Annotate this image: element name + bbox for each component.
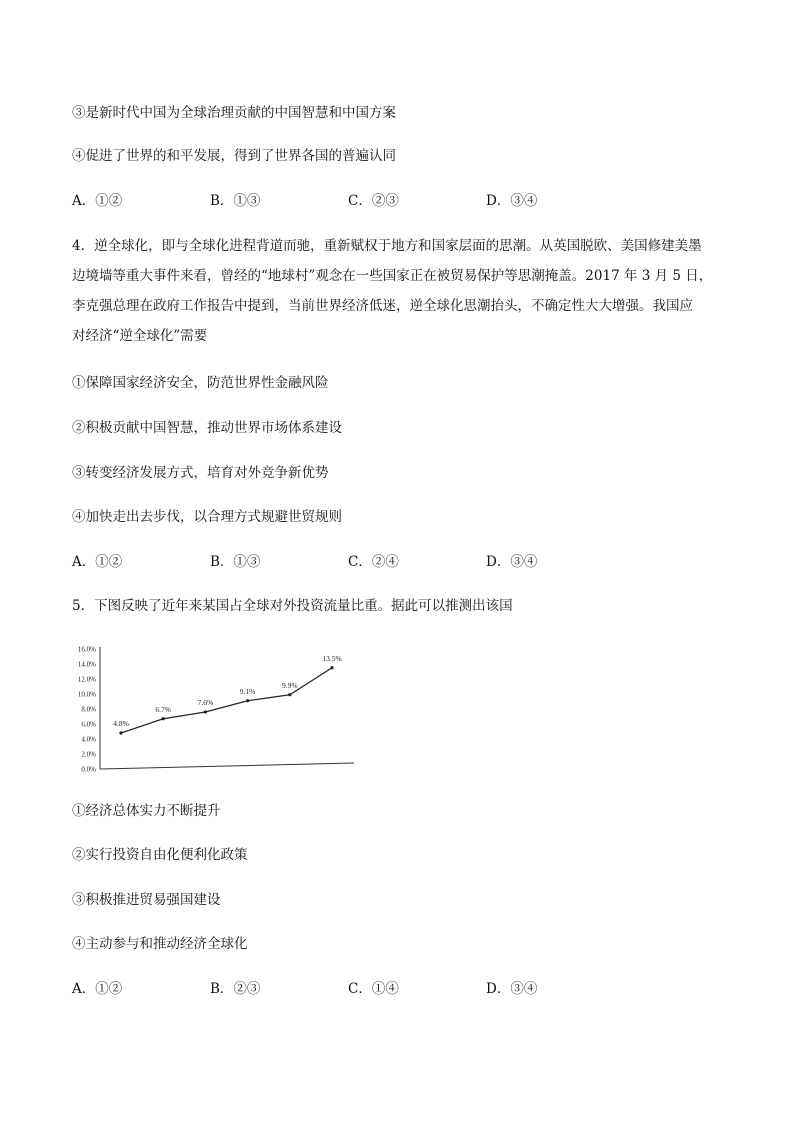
q3-option-a[interactable]: A．①② [72,193,123,209]
x-axis-line [100,763,354,769]
q5-item-3: ③积极推进贸易强国建设 [72,892,221,908]
q3-item-3: ③是新时代中国为全球治理贡献的中国智慧和中国方案 [72,105,396,121]
q4-item-3: ③转变经济发展方式，培育对外竞争新优势 [72,465,329,481]
data-point [119,731,122,734]
data-label: 9.9% [281,680,298,690]
data-label: 13.5% [322,653,342,663]
y-tick-label: 12.0% [77,675,96,684]
y-tick-label: 8.0% [81,705,96,714]
y-tick-label: 6.0% [81,720,96,729]
q5-option-c[interactable]: C．①④ [348,981,399,997]
y-tick-label: 4.0% [81,735,96,744]
q3-option-d[interactable]: D．③④ [486,193,538,209]
q4-stem-line: 4．逆全球化，即与全球化进程背道而驰，重新赋权于地方和国家层面的思潮。从英国脱欧、美国修建美墨 [72,238,702,254]
q4-stem-line: 对经济“逆全球化”需要 [72,328,208,344]
data-label: 4.8% [113,719,129,728]
q4-stem [72,231,732,351]
q4-option-d[interactable]: D．③④ [486,554,538,570]
chart-axes [100,647,354,769]
y-tick-label: 16.0% [77,645,96,654]
q4-option-a[interactable]: A．①② [72,554,123,570]
q3-item-4: ④促进了世界的和平发展，得到了世界各国的普遍认同 [72,148,396,164]
data-point [162,717,165,720]
data-label: 9.1% [239,686,256,696]
q5-stem: 5．下图反映了近年来某国占全球对外投资流量比重。据此可以推测出该国 [72,598,513,614]
y-axis-ticks [78,646,96,774]
y-tick-label: 2.0% [81,750,96,759]
q4-option-b[interactable]: B．①③ [210,554,261,570]
q4-item-2: ②积极贡献中国智慧，推动世界市场体系建设 [72,420,342,436]
q5-option-b[interactable]: B．②③ [210,981,261,997]
q4-stem-line: 李克强总理在政府工作报告中提到，当前世界经济低迷，逆全球化思潮抬头，不确定性大大增强。我国应 [72,298,693,314]
data-label: 7.6% [197,698,214,707]
data-point [246,699,249,702]
series-line [121,668,332,733]
y-tick-label: 10.0% [77,690,96,699]
q3-option-b[interactable]: B．①③ [210,193,261,209]
y-tick-label: 14.0% [77,660,96,669]
q5-item-4: ④主动参与和推动经济全球化 [72,936,248,952]
data-point [204,710,207,713]
y-tick-label: 0.0% [81,765,96,774]
investment-share-line-chart [70,640,370,780]
q5-item-1: ①经济总体实力不断提升 [72,803,221,819]
q4-stem-line: 边境墙等重大事件来看，曾经的“地球村”观念在一些国家正在被贸易保护等思潮掩盖。2017 年 3 月 5 日， [72,268,713,284]
q5-item-2: ②实行投资自由化便利化政策 [72,847,248,863]
q5-option-d[interactable]: D．③④ [486,981,538,997]
data-point [288,693,291,696]
q4-item-4: ④加快走出去步伐，以合理方式规避世贸规则 [72,509,342,525]
q4-item-1: ①保障国家经济安全，防范世界性金融风险 [72,375,329,391]
q4-option-c[interactable]: C．②④ [348,554,399,570]
data-label: 6.7% [155,704,172,714]
chart-series [113,654,342,735]
data-point [330,666,333,669]
q5-option-a[interactable]: A．①② [72,981,123,997]
q3-option-c[interactable]: C．②③ [348,193,399,209]
